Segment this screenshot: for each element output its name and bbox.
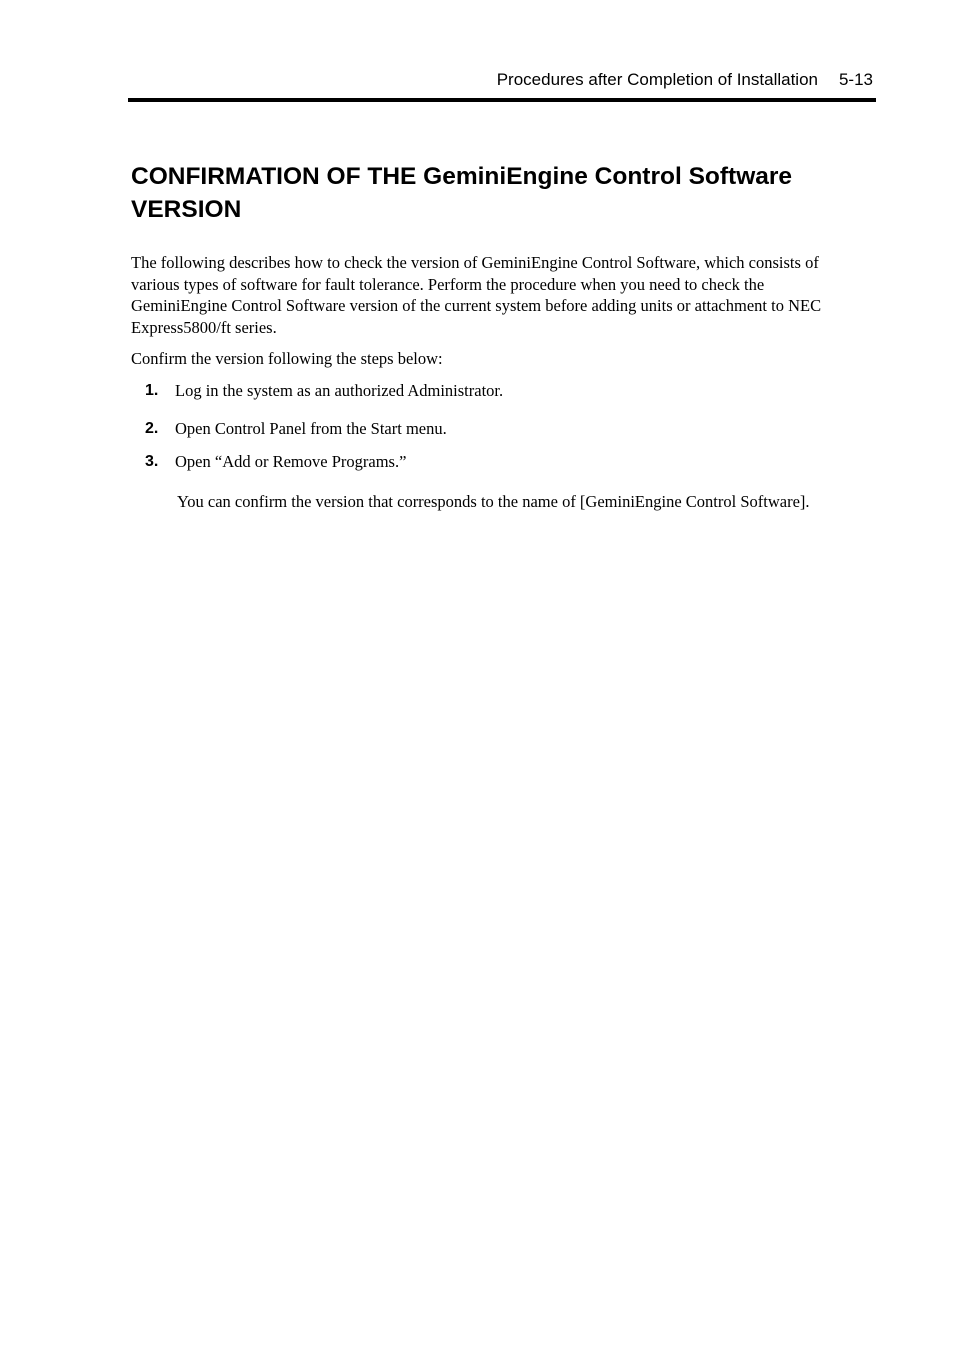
running-header bbox=[128, 68, 876, 94]
page-number: 5-13 bbox=[838, 70, 873, 89]
step-text: Log in the system as an authorized Administrator. bbox=[175, 380, 504, 400]
step-number: 2. bbox=[145, 419, 159, 437]
step-item bbox=[131, 380, 861, 402]
steps-intro: Confirm the version following the steps below: bbox=[131, 349, 443, 368]
document-body bbox=[131, 160, 861, 518]
step-item bbox=[131, 418, 861, 440]
step-text: Open “Add or Remove Programs.” bbox=[175, 451, 407, 471]
step-item bbox=[131, 451, 861, 473]
step-text: Open Control Panel from the Start menu. bbox=[175, 418, 447, 438]
step-number: 3. bbox=[145, 452, 159, 470]
section-heading: CONFIRMATION OF THE GeminiEngine Control Software VERSION bbox=[131, 163, 793, 223]
steps-list bbox=[131, 380, 861, 473]
header-rule bbox=[128, 98, 876, 102]
step-note: You can confirm the version that corresponds to the name of [GeminiEngine Control Software]. bbox=[177, 491, 810, 511]
running-header-section-title: Procedures after Completion of Installation bbox=[496, 70, 818, 89]
intro-paragraph: The following describes how to check the version of GeminiEngine Control Software, which consists of various types of software for fault tolerance. Perform the procedure when you need to check the GeminiEngine Control Software version of the current system before adding units or attachment to NEC Express5800/ft series. bbox=[131, 253, 822, 337]
step-number: 1. bbox=[145, 381, 159, 399]
